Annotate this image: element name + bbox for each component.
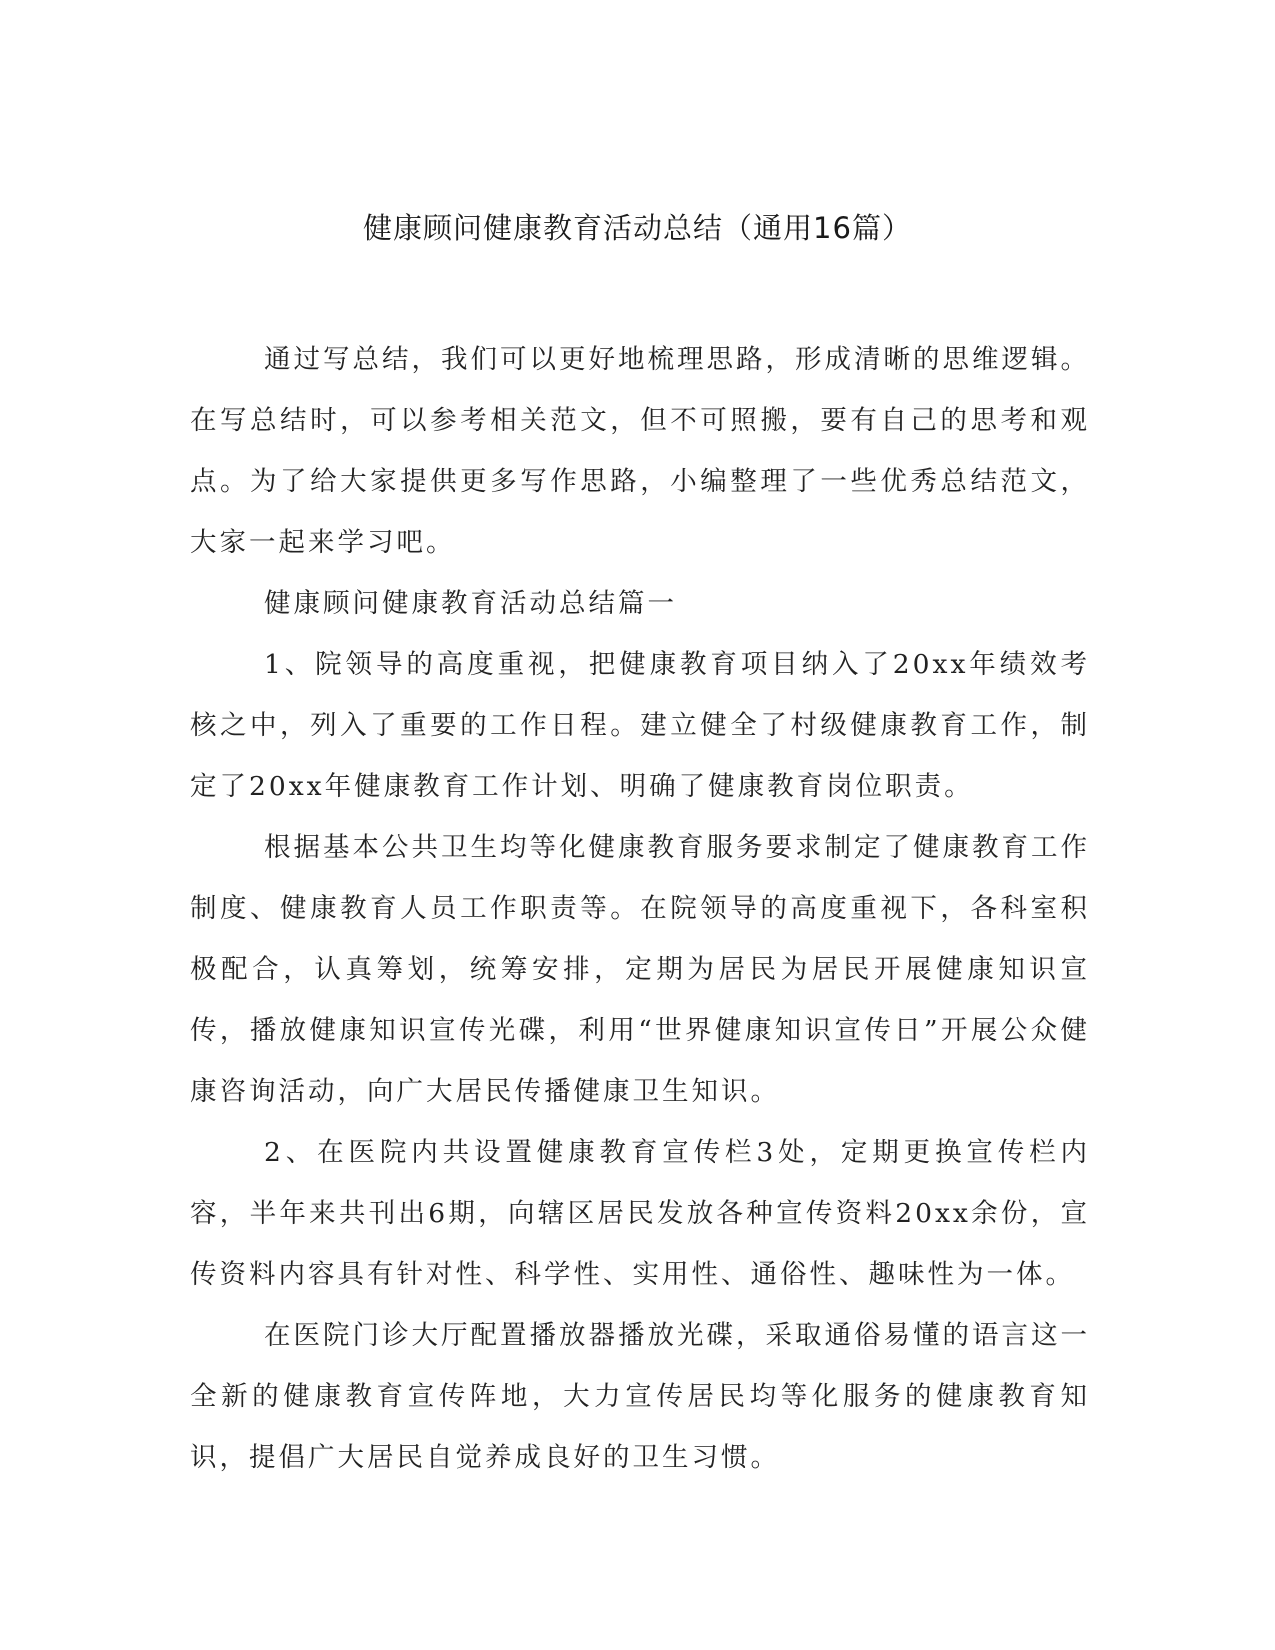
body-paragraph: 在医院门诊大厅配置播放器播放光碟，采取通俗易懂的语言这一全新的健康教育宣传阵地，大力宣传居民均等化服务的健康教育知识，提倡广大居民自觉养成良好的卫生习惯。 bbox=[190, 1320, 1090, 1473]
body-paragraph: 1、院领导的高度重视，把健康教育项目纳入了20xx年绩效考核之中，列入了重要的工作日程。建立健全了村级健康教育工作，制定了20xx年健康教育工作计划、明确了健康教育岗位职责。 bbox=[190, 649, 1090, 802]
section-heading: 健康顾问健康教育活动总结篇一 bbox=[264, 588, 677, 619]
document-title: 健康顾问健康教育活动总结（通用16篇） bbox=[363, 211, 912, 245]
body-paragraph: 2、在医院内共设置健康教育宣传栏3处，定期更换宣传栏内容，半年来共刊出6期，向辖区居民发放各种宣传资料20xx余份，宣传资料内容具有针对性、科学性、实用性、通俗性、趣味性为一体。 bbox=[190, 1137, 1090, 1290]
document-body bbox=[190, 329, 1090, 1488]
intro-paragraph: 通过写总结，我们可以更好地梳理思路，形成清晰的思维逻辑。在写总结时，可以参考相关范文，但不可照搬，要有自己的思考和观点。为了给大家提供更多写作思路，小编整理了一些优秀总结范文，大家一起来学习吧。 bbox=[190, 344, 1090, 558]
body-paragraph: 根据基本公共卫生均等化健康教育服务要求制定了健康教育工作制度、健康教育人员工作职责等。在院领导的高度重视下，各科室积极配合，认真筹划，统筹安排，定期为居民为居民开展健康知识宣传，播放健康知识宣传光碟，利用“世界健康知识宣传日”开展公众健康咨询活动，向广大居民传播健康卫生知识。 bbox=[190, 832, 1090, 1107]
